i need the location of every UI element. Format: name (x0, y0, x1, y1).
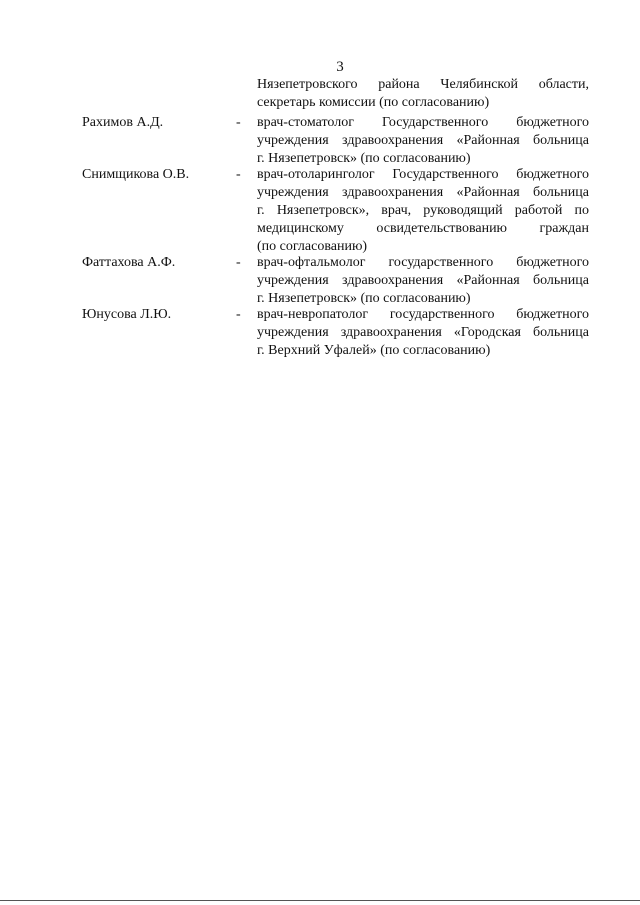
member-dash: - (236, 167, 241, 182)
text-line: врач-отоларинголог Государственного бюджетного (257, 167, 589, 182)
text-line: врач-невропатолог государственного бюджетного (257, 307, 589, 322)
page-bottom-edge (0, 900, 640, 901)
text-line: (по согласованию) (257, 239, 368, 254)
text-line: учреждения здравоохранения «Районная больница (257, 185, 589, 200)
text-line: секретарь комиссии (по согласованию) (257, 95, 490, 110)
member-dash: - (236, 307, 241, 322)
text-line: учреждения здравоохранения «Районная больница (257, 273, 589, 288)
member-role (257, 306, 589, 360)
member-role (257, 166, 589, 256)
text-line: Нязепетровского района Челябинской области, (257, 77, 589, 92)
text-line: врач-стоматолог Государственного бюджетного (257, 115, 589, 130)
text-line: г. Нязепетровск», врач, руководящий работой по (257, 203, 589, 218)
continuation-text (257, 76, 589, 112)
page-number: 3 (336, 59, 344, 75)
member-name: Снимщикова О.В. (82, 167, 190, 182)
member-name: Рахимов А.Д. (82, 115, 164, 130)
text-line: учреждения здравоохранения «Городская больница (257, 325, 589, 340)
text-line: г. Нязепетровск» (по согласованию) (257, 291, 471, 306)
text-line: врач-офтальмолог государственного бюджетного (257, 255, 589, 270)
text-line: учреждения здравоохранения «Районная больница (257, 133, 589, 148)
member-role (257, 114, 589, 168)
member-name: Фаттахова А.Ф. (82, 255, 176, 270)
member-name: Юнусова Л.Ю. (82, 307, 172, 322)
member-dash: - (236, 255, 241, 270)
text-line: г. Верхний Уфалей» (по согласованию) (257, 343, 491, 358)
text-line: медицинскому освидетельствованию граждан (257, 221, 589, 236)
member-role (257, 254, 589, 308)
text-line: г. Нязепетровск» (по согласованию) (257, 151, 471, 166)
member-dash: - (236, 115, 241, 130)
